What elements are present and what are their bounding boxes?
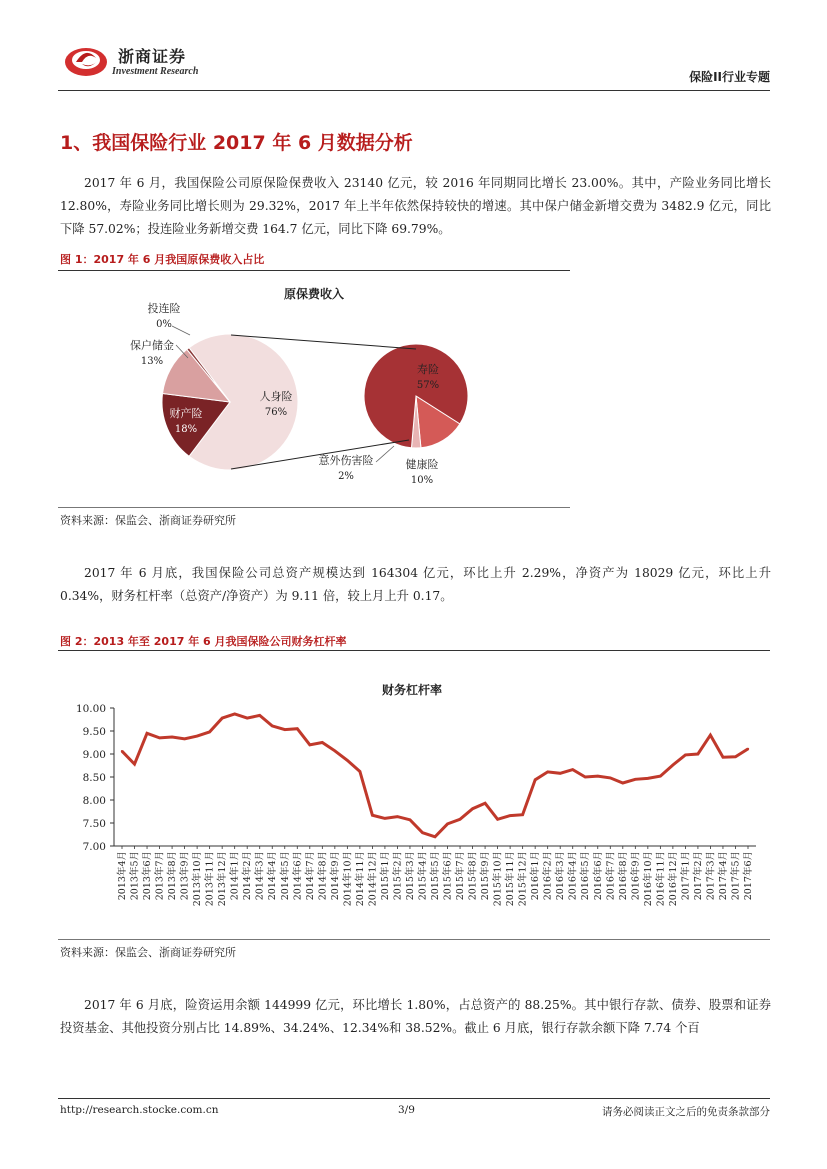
x-tick-label: 2017年1月: [680, 851, 692, 901]
leader-accident: [376, 446, 394, 462]
data-point: [371, 814, 373, 816]
data-point: [597, 775, 599, 777]
x-tick-label: 2016年8月: [617, 851, 629, 901]
logo-mark-icon: [64, 40, 110, 78]
pie2-slice-health-label: 健康险: [405, 458, 439, 471]
data-point: [296, 728, 298, 730]
data-point: [384, 817, 386, 819]
pie2-slice-life-label: 寿险: [417, 363, 439, 376]
pie-slice-property-pct: 18%: [174, 424, 198, 435]
x-tick-label: 2017年6月: [743, 851, 754, 901]
data-point: [409, 819, 411, 821]
data-point: [321, 741, 323, 743]
line-chart-title: 财务杠杆率: [381, 683, 443, 697]
footer-url[interactable]: http://research.stocke.com.cn: [60, 1104, 219, 1116]
paragraph-1: 2017 年 6 月，我国保险公司原保险保费收入 23140 亿元，较 2016 年同期同比增长 23.00%。其中，产险业务同比增长 12.80%，寿险业务同比增长则为 29.32%，2017 年上半年依然保持较快的增速。其中保户储金新增交费为 3482.9 亿元，同比下降 57.02%；投连险业务新增交费 164.7 亿元，同比下降 69.79%。: [60, 176, 771, 236]
data-point: [233, 713, 235, 715]
data-point: [459, 818, 461, 820]
x-tick-label: 2016年3月: [555, 851, 567, 901]
x-tick-label: 2016年6月: [592, 851, 604, 901]
data-point: [559, 772, 561, 774]
x-tick-label: 2014年7月: [304, 851, 316, 901]
line-chart-leverage: [60, 652, 770, 940]
x-tick-label: 2015年1月: [379, 851, 391, 901]
y-tick-label: 9.00: [82, 749, 106, 761]
brand-name: 浙商证券: [118, 47, 187, 66]
x-tick-label: 2013年7月: [154, 851, 166, 901]
data-point: [584, 776, 586, 778]
data-point: [634, 778, 636, 780]
data-point: [647, 777, 649, 779]
footer-disclaimer: 请务必阅读正文之后的免责条款部分: [602, 1106, 770, 1118]
x-tick-label: 2014年3月: [254, 851, 266, 901]
y-tick-label: 8.50: [82, 772, 106, 784]
x-tick-label: 2017年2月: [692, 851, 704, 901]
pie-slice-property-label: 财产险: [169, 407, 203, 420]
data-point: [697, 753, 699, 755]
data-point: [309, 744, 311, 746]
data-point: [183, 738, 185, 740]
header-rule: [58, 90, 770, 91]
series-line: [122, 714, 748, 837]
data-point: [496, 818, 498, 820]
x-tick-label: 2014年9月: [329, 851, 341, 901]
y-tick-label: 9.50: [82, 726, 106, 738]
pie-slice-life-label: 人身险: [259, 390, 293, 403]
data-point: [572, 768, 574, 770]
y-tick-label: 8.00: [82, 795, 106, 807]
data-point: [622, 782, 624, 784]
x-tick-label: 2015年6月: [442, 851, 454, 901]
section-tag: 保险II行业专题: [689, 70, 770, 84]
figure2-bottom-rule: [58, 939, 770, 940]
figure2-top-rule: [58, 650, 770, 651]
data-point: [259, 714, 261, 716]
data-point: [146, 732, 148, 734]
x-tick-label: 2015年12月: [517, 851, 529, 907]
brand-subtitle: Investment Research: [112, 66, 199, 77]
x-tick-label: 2013年10月: [192, 851, 204, 907]
pie-breakdown: [364, 344, 468, 448]
data-point: [747, 748, 749, 750]
x-tick-label: 2013年11月: [204, 851, 216, 907]
data-point: [334, 750, 336, 752]
data-point: [722, 756, 724, 758]
x-tick-label: 2015年5月: [430, 851, 441, 901]
y-tick-label: 7.50: [82, 818, 106, 830]
figure2-caption: 图 2：2013 年至 2017 年 6 月我国保险公司财务杠杆率: [60, 635, 347, 648]
x-tick-label: 2015年2月: [392, 851, 404, 901]
x-tick-label: 2016年1月: [530, 851, 542, 901]
x-tick-label: 2013年9月: [179, 851, 191, 901]
x-tick-label: 2014年10月: [342, 851, 354, 907]
data-point: [672, 764, 674, 766]
x-tick-label: 2017年4月: [717, 851, 729, 901]
x-tick-label: 2014年5月: [279, 851, 291, 901]
x-tick-label: 2014年11月: [354, 851, 366, 907]
figure1-bottom-rule: [58, 507, 570, 508]
x-tick-label: 2013年5月: [129, 851, 141, 901]
pie2-slice-accident-pct: 2%: [338, 471, 354, 482]
data-point: [546, 771, 548, 773]
data-point: [359, 770, 361, 772]
data-point: [734, 756, 736, 758]
x-tick-label: 2017年3月: [705, 851, 717, 901]
figure1-caption: 图 1：2017 年 6 月我国原保费收入占比: [60, 253, 265, 266]
x-tick-label: 2013年8月: [167, 851, 179, 901]
x-tick-label: 2014年4月: [267, 851, 279, 901]
x-tick-label: 2013年4月: [117, 851, 128, 901]
x-tick-label: 2013年6月: [142, 851, 154, 901]
pie2-slice-health-pct: 10%: [410, 475, 434, 486]
y-tick-label: 7.00: [82, 841, 106, 853]
x-tick-label: 2013年12月: [217, 851, 229, 907]
x-tick-label: 2014年6月: [292, 851, 304, 901]
section-title: 1、我国保险行业 2017 年 6 月数据分析: [60, 132, 413, 154]
data-point: [534, 779, 536, 781]
x-tick-label: 2016年9月: [630, 851, 642, 901]
x-tick-label: 2016年12月: [667, 851, 679, 907]
pie2-slice-accident-label: 意外伤害险: [318, 454, 374, 467]
data-point: [709, 734, 711, 736]
x-tick-label: 2015年7月: [455, 851, 467, 901]
pie-slice-savings-pct: 13%: [140, 356, 164, 367]
x-tick-label: 2014年8月: [317, 851, 329, 901]
x-tick-label: 2015年8月: [467, 851, 479, 901]
y-tick-label: 10.00: [75, 703, 106, 715]
data-point: [284, 728, 286, 730]
x-tick-label: 2016年2月: [542, 851, 554, 901]
data-point: [471, 808, 473, 810]
data-point: [609, 777, 611, 779]
leader-investment: [172, 326, 190, 335]
x-tick-label: 2016年4月: [567, 851, 579, 901]
x-tick-label: 2014年12月: [367, 851, 379, 907]
figure1-top-rule: [58, 270, 570, 271]
x-tick-label: 2015年11月: [505, 851, 517, 907]
data-point: [396, 815, 398, 817]
data-point: [158, 737, 160, 739]
logo: [64, 40, 110, 78]
x-tick-label: 2016年10月: [642, 851, 654, 907]
data-point: [509, 814, 511, 816]
data-point: [434, 836, 436, 838]
figure2-source: 资料来源：保监会、浙商证券研究所: [60, 946, 236, 959]
x-tick-label: 2015年10月: [492, 851, 504, 907]
pie-chart-title: 原保费收入: [283, 287, 345, 301]
x-tick-label: 2014年2月: [242, 851, 254, 901]
x-tick-label: 2015年9月: [480, 851, 492, 901]
x-tick-label: 2015年4月: [417, 851, 429, 901]
data-point: [246, 717, 248, 719]
paragraph-3: 2017 年 6 月底，险资运用余额 144999 亿元，环比增长 1.80%，占总资产的 88.25%。其中银行存款、债券、股票和证券投资基金、其他投资分别占比 14.89%、34.24%、12.34%和 38.52%。截止 6 月底，银行存款余额下降 7.74 个百: [60, 998, 771, 1035]
data-point: [446, 823, 448, 825]
data-point: [133, 763, 135, 765]
x-tick-label: 2017年5月: [730, 851, 742, 901]
data-point: [684, 754, 686, 756]
pie2-slice-life-pct: 57%: [416, 380, 440, 391]
pie-slice-investment-label: 投连险: [147, 302, 181, 315]
data-point: [271, 725, 273, 727]
data-point: [121, 750, 123, 752]
data-point: [171, 736, 173, 738]
figure1-source: 资料来源：保监会、浙商证券研究所: [60, 514, 236, 527]
data-point: [521, 814, 523, 816]
data-point: [221, 717, 223, 719]
data-point: [484, 802, 486, 804]
data-point: [208, 731, 210, 733]
pie-slice-savings-label: 保户储金: [130, 339, 174, 352]
x-tick-label: 2016年11月: [655, 851, 667, 907]
x-tick-label: 2016年5月: [580, 851, 592, 901]
data-point: [421, 831, 423, 833]
x-tick-label: 2015年3月: [404, 851, 416, 901]
data-point: [346, 759, 348, 761]
x-tick-label: 2014年1月: [229, 851, 241, 901]
x-tick-label: 2016年7月: [605, 851, 617, 901]
pie-slice-investment-pct: 0%: [156, 319, 172, 330]
footer-rule: [58, 1098, 770, 1099]
data-point: [659, 775, 661, 777]
paragraph-2: 2017 年 6 月底，我国保险公司总资产规模达到 164304 亿元，环比上升 2.29%，净资产为 18029 亿元，环比上升 0.34%，财务杠杆率（总资产/净资产）为 9.11 倍，较上月上升 0.17。: [60, 566, 771, 603]
pie-chart-premium: [60, 272, 570, 508]
pie-slice-life-pct: 76%: [264, 407, 288, 418]
page-number: 3/9: [398, 1104, 415, 1116]
data-point: [196, 735, 198, 737]
